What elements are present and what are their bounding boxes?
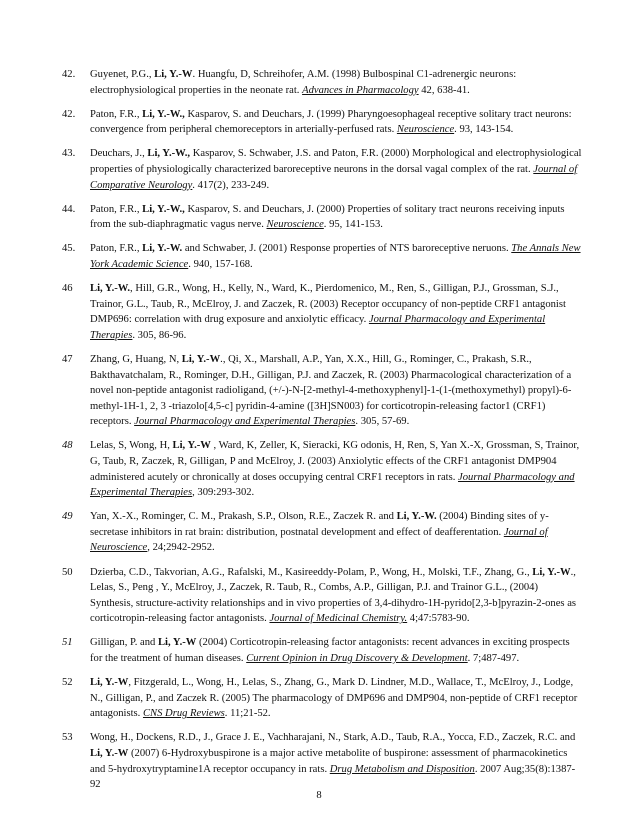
reference-segment: Kasparov, S. and Deuchars, J. (2000) Properties of solitary tract neurons receiving inputs from the sub-diaphragmatic vagus nerve.: [90, 203, 565, 231]
reference-segment: . 940, 157-168.: [188, 258, 253, 270]
author-highlight: Li, Y.-W.: [396, 511, 437, 523]
journal-title: Journal of Comparative Neurology: [90, 163, 578, 191]
journal-title: Current Opinion in Drug Discovery & Development: [246, 653, 468, 664]
reference-entry: [62, 730, 582, 792]
reference-text: [90, 148, 581, 190]
reference-number: 52: [62, 677, 73, 689]
journal-title: Journal Pharmacology and Experimental Therapies: [90, 471, 575, 499]
reference-segment: Wong, H., Dockens, R.D., J., Grace J. E., Vachharajani, N., Stark, A.D., Taub, R.A., Yocca, F.D., Zaczek, R.C. and: [90, 732, 576, 744]
reference-text: [90, 204, 565, 231]
reference-segment: 4;47:5783-90.: [407, 613, 470, 625]
author-highlight: Li, Y.-W: [90, 677, 129, 689]
reference-segment: (2007) 6-Hydroxybuspirone is a major active metabolite of buspirone: assessment of pharmacokinetics and 5-hydroxytryptamine1A receptor occupancy in rats.: [90, 747, 568, 775]
journal-title: The Annals New York Academic Science: [90, 243, 581, 270]
reference-number: 49: [62, 511, 73, 523]
journal-title: Journal Pharmacology and Experimental Therapies: [134, 416, 356, 428]
reference-text: [90, 354, 571, 427]
reference-segment: Yan, X.-X., Rominger, C. M., Prakash, S.P., Olson, R.E., Zaczek R. and: [90, 511, 397, 523]
reference-number: 47: [62, 353, 73, 365]
reference-segment: , 309:293-302.: [192, 487, 255, 499]
reference-segment: . Huangfu, D, Schreihofer, A.M. (1998) Bulbospinal C1-adrenergic neurons: electrophysiological properties in the neonate rat.: [90, 69, 517, 96]
reference-segment: . 7;487-497.: [467, 653, 520, 664]
journal-title: Journal of Neuroscience: [90, 526, 548, 554]
journal-title: Journal Pharmacology and Experimental Therapies: [90, 314, 546, 341]
reference-segment: Deuchars, J.,: [90, 148, 148, 160]
reference-number: 46: [62, 283, 73, 295]
reference-number: 48: [62, 440, 73, 452]
reference-text: [90, 732, 575, 790]
reference-entry: [62, 281, 582, 343]
reference-segment: ., Lelas, S., Peng , Y., McElroy, J., Zaczek, R. Taub, R., Combs, A.P., Gilligan, P.J. and Trainor G.L., (2004) Synthesis, structure-activity relationships and in vivo properties of 3,4-dihydro-1H-pyrido[2,3-b]pyrazin-2-ones as corticotropin-releasing factor antagonists.: [90, 566, 577, 625]
reference-number: 50: [62, 566, 73, 578]
author-highlight: Li, Y.-W: [532, 566, 571, 578]
reference-segment: Kasparov, S. and Deuchars, J. (1999) Pharyngoesophageal receptive solitary tract neurons: convergence from peripheral chemoreceptors in arterially-perfused rats.: [90, 108, 572, 136]
journal-title: Neuroscience: [396, 124, 455, 136]
reference-segment: Paton, F.R.,: [90, 203, 143, 215]
author-highlight: Li, Y.-W: [157, 637, 197, 649]
journal-title: CNS Drug Reviews: [142, 708, 225, 720]
reference-number: 42.: [62, 108, 76, 120]
author-highlight: Li, Y.-W.: [90, 283, 131, 295]
author-highlight: Li, Y.-W: [154, 69, 193, 80]
reference-text: [90, 637, 570, 664]
author-highlight: Li, Y.-W.: [142, 243, 183, 255]
reference-text: [90, 440, 579, 498]
reference-entry: [62, 675, 582, 722]
reference-entry: [62, 107, 582, 138]
reference-segment: . 305, 86-96.: [132, 329, 187, 341]
journal-title: Neuroscience: [266, 219, 324, 231]
reference-entry: [62, 67, 582, 98]
reference-number: 45.: [62, 243, 76, 255]
reference-segment: , Hill, G.R., Wong, H., Kelly, N., Ward, K., Pierdomenico, M., Ren, S., Gilligan, P.J., Grossman, S.J., Trainor, G.L., Taub, R., McElroy, J. and Zaczek, R. (2003) Receptor occupancy of non-peptide CRF1 antagonist DMP696: correlation with drug exposure and anxiolytic efficacy.: [90, 283, 566, 326]
author-highlight: Li, Y.-W.,: [147, 148, 191, 160]
reference-segment: , 24;2942-2952.: [147, 542, 215, 554]
reference-number: 42.: [62, 69, 76, 80]
reference-text: [90, 69, 516, 96]
reference-segment: . 95, 141-153.: [323, 219, 383, 231]
reference-text: [90, 511, 549, 553]
reference-entry: [62, 202, 582, 233]
reference-segment: Dzierba, C.D., Takvorian, A.G., Rafalski, M., Kasireeddy-Polam, P., Wong, H., Molski, T.F., Zhang, G.,: [90, 566, 533, 578]
reference-entry: [62, 146, 582, 193]
reference-segment: . 417(2), 233-249.: [192, 179, 270, 191]
reference-segment: Paton, F.R.,: [90, 108, 143, 120]
reference-segment: . 305, 57-69.: [355, 416, 410, 428]
author-highlight: Li, Y.-W: [90, 747, 129, 759]
reference-segment: Lelas, S, Wong, H,: [90, 440, 173, 452]
author-highlight: Li, Y.-W: [181, 353, 221, 365]
reference-number: 53: [62, 732, 73, 744]
reference-segment: ., Qi, X., Marshall, A.P., Yan, X.X., Hill, G., Rominger, C., Prakash, S.R., Bakthavatchalam, R., Rominger, D.H., Gilligan, P.J. and Zaczek, R. (2003) Pharmacological characterization of a novel non-peptide antagonist radioligand, (+/-)-N-[2-methyl-4-methoxyphenyl]-1-(1-(methoxymethyl) propyl)-6-methyl-1H-1, 2, 3 -triazolo[4,5-c] pyridin-4-amine ([3H]SN003) for corticotropin-releasing factor1 (CRF1) receptors.: [90, 353, 572, 428]
reference-segment: Zhang, G, Huang, N,: [90, 353, 182, 365]
reference-text: [90, 109, 572, 136]
reference-segment: , Fitzgerald, L., Wong, H., Lelas, S., Zhang, G., Mark D. Lindner, M.D., Wallace, T., McElroy, J., Lodge, N., Gilligan, P., and Zaczek R. (2005) The pharmacology of DMP696 and DMP904, non-peptide of CRF1 receptor antagonists.: [90, 677, 578, 720]
reference-segment: . 93, 143-154.: [454, 124, 514, 136]
reference-segment: Gilligan, P. and: [90, 637, 158, 649]
reference-entry: [62, 509, 582, 556]
reference-segment: (2004) Corticotropin-releasing factor antagonists: recent advances in exciting prospects for the treatment of human diseases.: [90, 637, 570, 664]
reference-text: [90, 283, 566, 341]
journal-title: Advances in Pharmacology: [302, 84, 419, 96]
page-number: 8: [316, 790, 322, 801]
reference-number: 51: [62, 637, 73, 649]
author-highlight: Li, Y.-W: [172, 440, 211, 452]
reference-entry: [62, 565, 582, 627]
reference-text: [90, 243, 581, 270]
reference-text: [90, 567, 576, 625]
reference-segment: . 11;21-52.: [224, 708, 271, 720]
author-highlight: Li, Y.-W.,: [142, 108, 185, 120]
reference-segment: Paton, F.R.,: [90, 243, 143, 255]
reference-entry: [62, 438, 582, 500]
reference-segment: (2004) Binding sites of y-secretase inhibitors in rat brain: distribution, postnatal development and effect of deafferentation.: [90, 511, 549, 538]
author-highlight: Li, Y.-W.,: [142, 203, 185, 215]
reference-text: [90, 677, 577, 719]
reference-segment: . 2007 Aug;35(8):1387-92: [90, 763, 576, 791]
reference-segment: Guyenet, P.G.,: [90, 69, 155, 80]
reference-entry: [62, 635, 582, 666]
reference-entry: [62, 241, 582, 272]
reference-list: [62, 67, 582, 801]
reference-segment: Kasparov, S. Schwaber, J.S. and Paton, F.R. (2000) Morphological and electrophysiological properties of physiologically characterized baroreceptive neurons in the dorsal vagal complex of the rat.: [90, 148, 582, 175]
reference-segment: 42, 638-41.: [418, 84, 470, 96]
journal-title: Journal of Medicinal Chemistry.: [269, 613, 408, 625]
reference-number: 43.: [62, 148, 76, 160]
reference-entry: [62, 352, 582, 430]
journal-title: Drug Metabolism and Disposition: [329, 763, 475, 775]
reference-segment: and Schwaber, J. (2001) Response properties of NTS baroreceptive neruons.: [182, 243, 512, 255]
reference-number: 44.: [62, 203, 76, 215]
reference-segment: , Ward, K, Zeller, K, Sieracki, KG odonis, H, Ren, S, Yan X.-X, Grossman, S, Trainor, G, Taub, R, Zaczek, R, Gilligan, P and McElroy, J. (2003) Anxiolytic effects of the CRF1 antagonist DMP904 administered acutely or chronically at doses occupying central CRF1 receptors in rats.: [90, 440, 580, 483]
